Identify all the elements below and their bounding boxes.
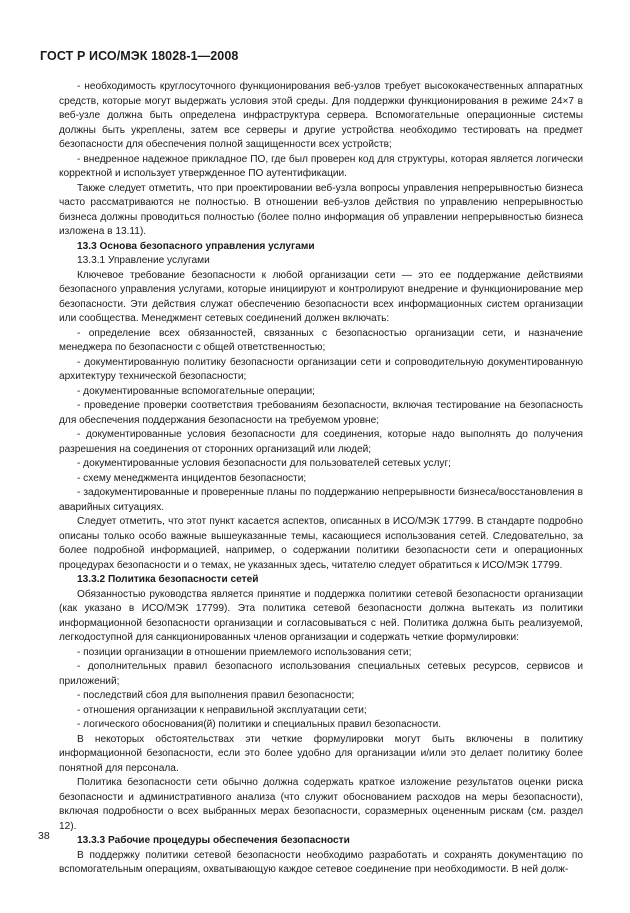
list-item: - задокументированные и проверенные планы по поддержанию непрерывности бизнеса/восстановления в аварийных ситуациях. (59, 487, 583, 513)
paragraph: В некоторых обстоятельствах эти четкие формулировки могут быть включены в политику информационной безопасности, если это более удобно для организации и/или это делает политику более понятной для персонала. (59, 733, 583, 774)
section-heading: 13.3.2 Политика безопасности сетей (77, 574, 259, 585)
subsection-heading: 13.3.1 Управление услугами (77, 255, 210, 266)
paragraph: В поддержку политики сетевой безопасности необходимо разработать и сохранять документацию по вспомогательным операциям, охватывающую каждое сетевое соединение при необходимости. В ней долж- (59, 849, 583, 875)
list-item: - отношения организации к неправильной эксплуатации сети; (77, 704, 367, 716)
list-item: - определение всех обязанностей, связанных с безопасностью организации сети, и назначение менеджера по безопасности с общей ответственностью; (59, 327, 583, 353)
paragraph: Следует отметить, что этот пункт касается аспектов, описанных в ИСО/МЭК 17799. В стандарте подробно описаны только особо важные вышеуказанные темы, касающиеся использования сетей. Следовательно, за более подробной информацией, например, о содержании политики безопасности сети и операционных процедурах безопасности и о темах, не указанных здесь, читателю следует обратиться к ИСО/МЭК 17799. (59, 516, 583, 571)
page-number: 38 (38, 830, 50, 842)
list-item: - логического обоснования(й) политики и специальных правил безопасности. (77, 719, 442, 730)
section-heading: 13.3 Основа безопасного управления услугами (77, 240, 315, 252)
document-header: ГОСТ Р ИСО/МЭК 18028-1—2008 (40, 49, 239, 63)
list-item: - документированные условия безопасности для пользователей сетевых услуг; (77, 458, 451, 469)
section-heading: 13.3.3 Рабочие процедуры обеспечения безопасности (77, 835, 350, 846)
list-item: - документированную политику безопасности организации сети и сопроводительную документированную архитектуру технической безопасности; (59, 356, 583, 382)
list-item: - последствий сбоя для выполнения правил безопасности; (77, 690, 355, 701)
paragraph: Ключевое требование безопасности к любой организации сети — это ее поддержание действиями безопасного управления услугами, которые инициируют и контролируют внедрение и функционирование мер безопасности. Эти действия служат обеспечению безопасности всех информационных систем организации или сообщества. Менеджмент сетевых соединений должен включать: (59, 269, 583, 324)
paragraph: - необходимость круглосуточного функционирования веб-узлов требует высококачественных аппаратных средств, которые могут выдержать условия этой среды. Для поддержки функционирования в режиме 24×7 в веб-узле должна быть определена инфраструктура сервера. Вспомогательные операционные системы должны быть укреплены, затем все серверы и другие устройства необходимо тестировать на предмет безопасности для обеспечения полной защищенности всех устройств; (59, 81, 583, 150)
list-item: - проведение проверки соответствия требованиям безопасности, включая тестирование на безопасность для обеспечения поддержания безопасности на требуемом уровне; (59, 400, 583, 426)
document-body (59, 80, 583, 878)
paragraph: Обязанностью руководства является принятие и поддержка политики сетевой безопасности организации (как указано в ИСО/МЭК 17799). Эта политика сетевой безопасности должна вытекать из политики информационной безопасности организации и согласовываться с ней. Политика должна быть реализуемой, легкодоступной для санкционированных членов организации и содержать четкие формулировки: (59, 588, 583, 643)
list-item: - позиции организации в отношении приемлемого использования сети; (77, 646, 412, 658)
paragraph: Также следует отметить, что при проектировании веб-узла вопросы управления непрерывностью бизнеса часто рассматриваются не полностью. В отношении веб-узлов действия по управлению непрерывностью бизнеса должны проводиться полностью (более полно информация об управлении непрерывностью бизнеса изложена в 13.11). (59, 182, 583, 237)
list-item: - дополнительных правил безопасного использования специальных сетевых ресурсов, сервисов и приложений; (59, 661, 583, 687)
list-item: - схему менеджмента инцидентов безопасности; (77, 472, 307, 484)
list-item: - документированные условия безопасности для соединения, которые надо выполнять до получения разрешения на соединения от сторонних организаций или людей; (59, 429, 583, 455)
paragraph: - внедренное надежное прикладное ПО, где был проверен код для структуры, которая является логически корректной и использует утвержденное ПО аутентификации. (59, 153, 583, 179)
paragraph: Политика безопасности сети обычно должна содержать краткое изложение результатов оценки риска безопасности и административного анализа (что служит обоснованием расходов на меры безопасности), включая подробности о всех выбранных мерах безопасности, соразмерных оцененным рискам (см. раздел 12). (59, 777, 583, 832)
list-item: - документированные вспомогательные операции; (77, 385, 315, 397)
